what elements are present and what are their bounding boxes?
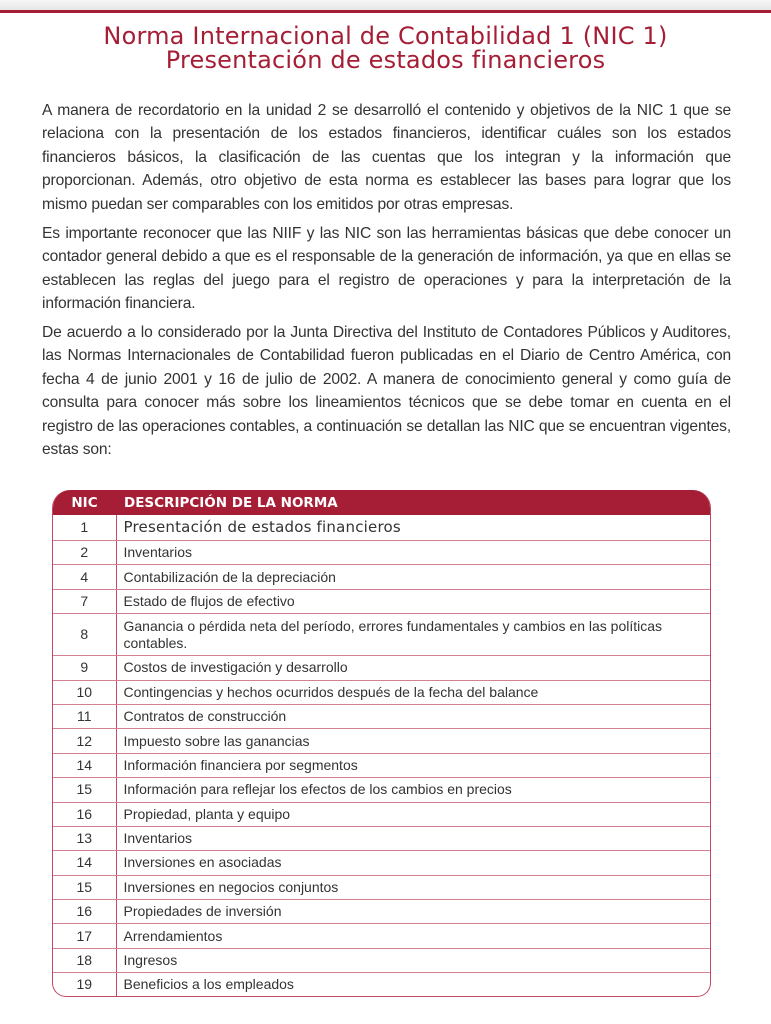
nic-number: 16 (53, 802, 116, 826)
page-top-band (0, 0, 771, 10)
nic-description: Propiedad, planta y equipo (116, 802, 710, 826)
nic-description: Ganancia o pérdida neta del período, errores fundamentales y cambios en las políticas contables. (116, 614, 710, 656)
nic-number: 7 (53, 589, 116, 613)
nic-number: 16 (53, 900, 116, 924)
paragraph-importance: Es importante reconocer que las NIIF y las NIC son las herramientas básicas que debe conocer un contador general debido a que es el responsable de la generación de información, ya que en ellas se establecen las reglas del juego para el registro de operaciones y para la interpretación de la información financiera. (42, 225, 731, 313)
nic-description: Inventarios (116, 541, 710, 565)
nic-number: 2 (53, 541, 116, 565)
page-title (0, 24, 771, 72)
table-row (53, 851, 710, 875)
nic-table (52, 490, 711, 997)
nic-number: 17 (53, 924, 116, 948)
nic-description: Impuesto sobre las ganancias (116, 729, 710, 753)
nic-number: 4 (53, 565, 116, 589)
nic-number: 19 (53, 973, 116, 997)
table-row (53, 753, 710, 777)
nic-description: Ingresos (116, 948, 710, 972)
nic-number: 15 (53, 875, 116, 899)
nic-description: Inversiones en negocios conjuntos (116, 875, 710, 899)
table-row (53, 802, 710, 826)
nic-description: Estado de flujos de efectivo (116, 589, 710, 613)
table-row (53, 614, 710, 656)
nic-number: 12 (53, 729, 116, 753)
nic-description: Información para reflejar los efectos de los cambios en precios (116, 778, 710, 802)
nic-description: Costos de investigación y desarrollo (116, 656, 710, 680)
table-row (53, 541, 710, 565)
table-row (53, 875, 710, 899)
nic-number: 8 (53, 614, 116, 656)
table-row (53, 948, 710, 972)
table-row (53, 680, 710, 704)
table-row (53, 704, 710, 728)
nic-description: Contratos de construcción (116, 704, 710, 728)
table-row (53, 729, 710, 753)
header-nic: NIC (53, 490, 116, 515)
nic-number: 14 (53, 851, 116, 875)
paragraph-publication: De acuerdo a lo considerado por la Junta Directiva del Instituto de Contadores Públicos y Auditores, las Normas Internacionales de Contabilidad fueron publicadas en el Diario de Centro América, con fecha 4 de junio 2001 y 16 de julio de 2002. A manera de conocimiento general y como guía de consulta para conocer más sobre los lineamientos técnicos que se debe tomar en cuenta en el registro de las operaciones contables, a continuación se detallan las NIC que se encuentran vigentes, estas son: (42, 324, 731, 459)
table-row (53, 656, 710, 680)
nic-number: 18 (53, 948, 116, 972)
nic-number: 15 (53, 778, 116, 802)
table-row (53, 900, 710, 924)
nic-number: 13 (53, 826, 116, 850)
nic-description: Información financiera por segmentos (116, 753, 710, 777)
nic-number: 11 (53, 704, 116, 728)
nic-number: 10 (53, 680, 116, 704)
table-row (53, 826, 710, 850)
nic-description: Inversiones en asociadas (116, 851, 710, 875)
top-divider (0, 10, 771, 13)
paragraph-intro: A manera de recordatorio en la unidad 2 se desarrolló el contenido y objetivos de la NIC 1 que se relaciona con la presentación de los estados financieros, identificar cuáles son los estados financieros básicos, la clasificación de las cuentas que los integran y la información que proporcionan. Además, otro objetivo de esta norma es establecer las bases para lograr que los mismo puedan ser comparables con los emitidos por otras empresas. (42, 102, 731, 213)
table-header-row (53, 490, 710, 515)
nic-description: Contingencias y hechos ocurridos después de la fecha del balance (116, 680, 710, 704)
table-row (53, 973, 710, 997)
nic-description: Inventarios (116, 826, 710, 850)
table-row (53, 778, 710, 802)
table-row (53, 924, 710, 948)
nic-description: Beneficios a los empleados (123, 976, 294, 993)
nic-description: Arrendamientos (116, 924, 710, 948)
nic-description: Presentación de estados financieros (116, 515, 710, 541)
title-line-2: Presentación de estados financieros (165, 46, 606, 74)
nic-number: 1 (53, 515, 116, 541)
nic-description: Propiedades de inversión (116, 900, 710, 924)
table-row (53, 515, 710, 541)
title-line-1: Norma Internacional de Contabilidad 1 (NIC 1) (103, 22, 668, 50)
header-description: DESCRIPCIÓN DE LA NORMA (116, 490, 710, 515)
nic-number: 14 (53, 753, 116, 777)
table-row (53, 589, 710, 613)
nic-description: Contabilización de la depreciación (116, 565, 710, 589)
table-row (53, 565, 710, 589)
nic-number: 9 (53, 656, 116, 680)
